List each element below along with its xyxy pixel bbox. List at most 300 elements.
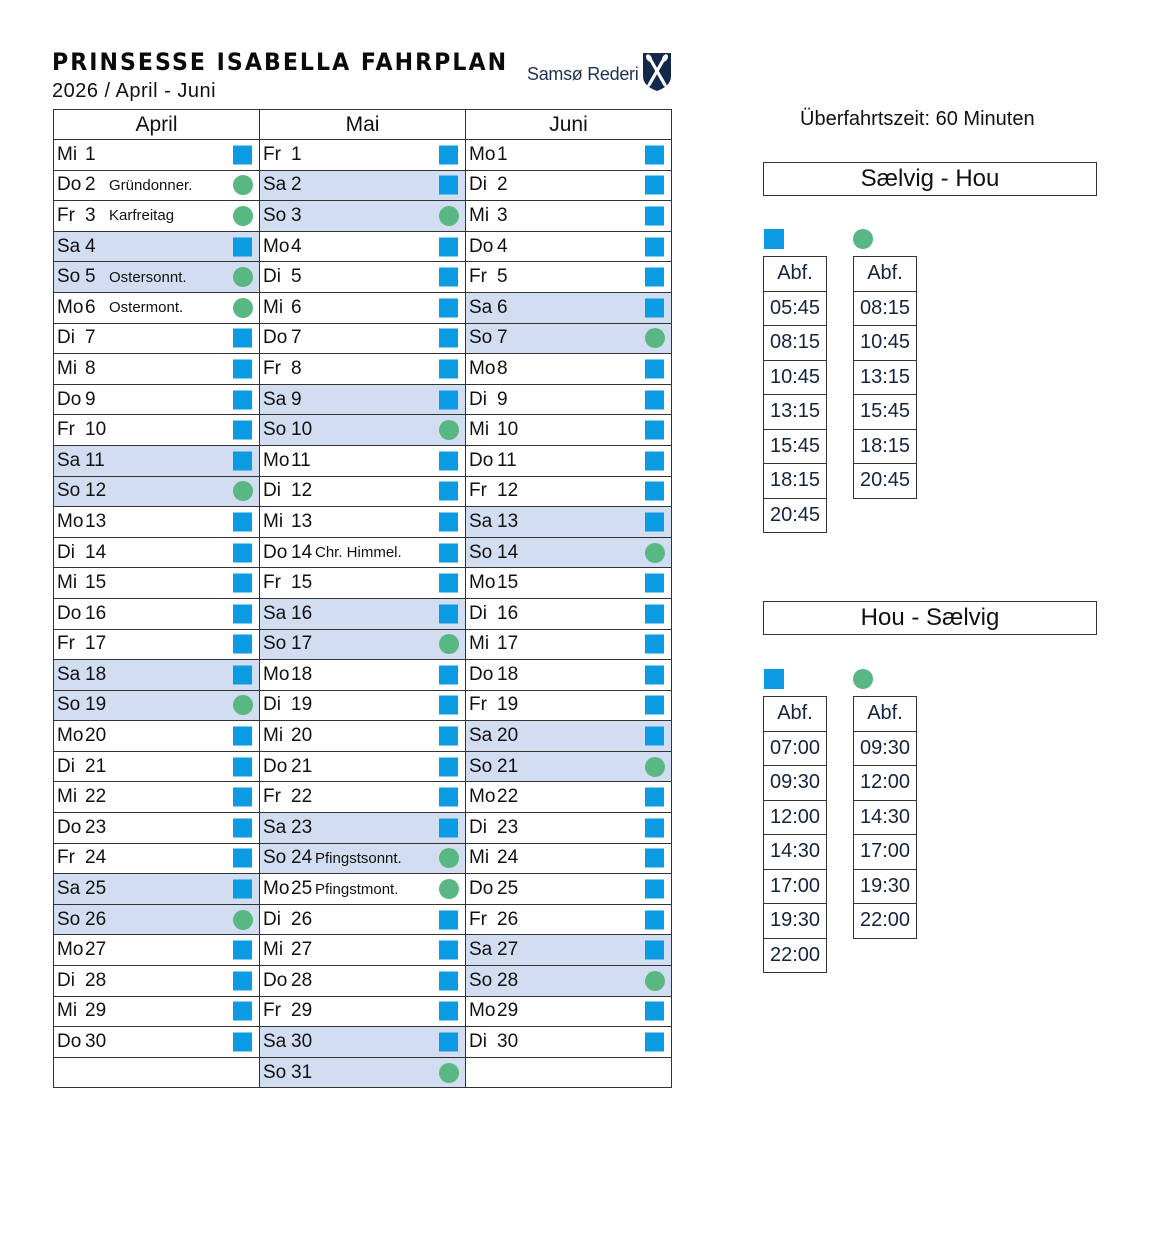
weekday-label: Di bbox=[57, 969, 75, 991]
weekday-label: Do bbox=[469, 878, 494, 900]
day-number: 22 bbox=[291, 786, 313, 808]
day-number: 26 bbox=[497, 908, 519, 930]
schedule-a-square-icon bbox=[439, 176, 458, 195]
day-cell bbox=[54, 966, 260, 997]
day-cell-content bbox=[54, 966, 259, 996]
timetable-header-row bbox=[764, 697, 827, 732]
day-cell bbox=[260, 537, 466, 568]
day-cell bbox=[466, 629, 672, 660]
day-number: 14 bbox=[291, 541, 313, 563]
schedule-a-square-icon bbox=[645, 268, 664, 287]
day-number: 7 bbox=[85, 327, 96, 349]
weekday-label: Fr bbox=[469, 266, 487, 288]
day-number: 8 bbox=[85, 357, 96, 379]
departure-row bbox=[854, 766, 917, 801]
day-number: 30 bbox=[291, 1031, 313, 1053]
day-number: 20 bbox=[291, 725, 313, 747]
day-cell-content bbox=[260, 691, 465, 721]
day-cell bbox=[466, 476, 672, 507]
day-cell bbox=[466, 813, 672, 844]
day-cell-content bbox=[260, 385, 465, 415]
day-cell bbox=[466, 935, 672, 966]
day-number: 5 bbox=[291, 266, 302, 288]
day-cell bbox=[54, 813, 260, 844]
day-cell-content bbox=[260, 752, 465, 782]
weekday-label: So bbox=[263, 204, 287, 226]
day-cell-content bbox=[260, 599, 465, 629]
schedule-a-square-icon bbox=[233, 451, 252, 470]
day-cell bbox=[54, 476, 260, 507]
day-number: 17 bbox=[85, 633, 107, 655]
day-cell bbox=[54, 598, 260, 629]
day-cell bbox=[54, 354, 260, 385]
day-number: 5 bbox=[497, 266, 508, 288]
departure-row bbox=[854, 291, 917, 326]
calendar-row bbox=[54, 354, 672, 385]
day-cell bbox=[260, 292, 466, 323]
departure-header: Abf. bbox=[854, 697, 917, 732]
day-cell-content bbox=[260, 874, 465, 904]
day-number: 4 bbox=[497, 235, 508, 257]
day-cell-content bbox=[260, 935, 465, 965]
departure-header: Abf. bbox=[854, 257, 917, 292]
day-cell-content bbox=[54, 721, 259, 751]
day-cell bbox=[466, 782, 672, 813]
schedule-a-legend-square-icon bbox=[764, 669, 784, 689]
departure-row bbox=[764, 395, 827, 430]
day-cell-content bbox=[466, 262, 671, 292]
day-cell-content bbox=[466, 201, 671, 231]
weekday-label: Di bbox=[263, 908, 281, 930]
departure-header: Abf. bbox=[764, 257, 827, 292]
schedule-a-square-icon bbox=[645, 390, 664, 409]
day-cell-content bbox=[466, 293, 671, 323]
day-cell-content bbox=[260, 140, 465, 170]
schedule-a-square-icon bbox=[233, 635, 252, 654]
day-cell-content bbox=[260, 262, 465, 292]
day-cell-content bbox=[466, 538, 671, 568]
day-cell bbox=[260, 721, 466, 752]
day-number: 5 bbox=[85, 266, 96, 288]
day-cell bbox=[260, 262, 466, 293]
day-number: 15 bbox=[85, 572, 107, 594]
day-number: 14 bbox=[85, 541, 107, 563]
calendar-row bbox=[54, 415, 672, 446]
departure-row bbox=[854, 835, 917, 870]
day-number: 4 bbox=[85, 235, 96, 257]
departure-row bbox=[764, 326, 827, 361]
day-number: 7 bbox=[291, 327, 302, 349]
day-cell-content bbox=[54, 630, 259, 660]
day-number: 10 bbox=[497, 419, 519, 441]
day-number: 1 bbox=[291, 143, 302, 165]
schedule-a-square-icon bbox=[233, 574, 252, 593]
day-cell bbox=[260, 751, 466, 782]
day-cell-content bbox=[260, 232, 465, 262]
day-cell-content bbox=[54, 813, 259, 843]
departure-row bbox=[764, 360, 827, 395]
day-cell bbox=[260, 996, 466, 1027]
day-cell-content bbox=[260, 905, 465, 935]
day-cell-content bbox=[260, 171, 465, 201]
day-number: 26 bbox=[85, 908, 107, 930]
day-number: 22 bbox=[85, 786, 107, 808]
day-number: 6 bbox=[291, 296, 302, 318]
day-cell-content bbox=[466, 507, 671, 537]
day-cell-content bbox=[54, 905, 259, 935]
day-cell bbox=[260, 782, 466, 813]
day-cell-content bbox=[54, 354, 259, 384]
day-cell-content bbox=[466, 752, 671, 782]
weekday-label: Fr bbox=[263, 572, 281, 594]
schedule-a-square-icon bbox=[439, 268, 458, 287]
day-cell bbox=[54, 721, 260, 752]
schedule-a-square-icon bbox=[233, 971, 252, 990]
schedule-b-circle-icon bbox=[439, 1063, 459, 1083]
day-number: 21 bbox=[291, 755, 313, 777]
weekday-label: Fr bbox=[469, 694, 487, 716]
weekday-label: Mo bbox=[263, 663, 290, 685]
day-cell-content bbox=[466, 171, 671, 201]
day-cell-content bbox=[466, 446, 671, 476]
timetable-hou-saelvig-a bbox=[763, 696, 827, 973]
calendar-row bbox=[54, 751, 672, 782]
holiday-note: Ostersonnt. bbox=[109, 268, 187, 286]
day-cell-content bbox=[260, 568, 465, 598]
day-cell-content bbox=[466, 1027, 671, 1057]
weekday-label: Mi bbox=[263, 296, 284, 318]
timetable-header-row bbox=[854, 257, 917, 292]
day-cell bbox=[260, 507, 466, 538]
schedule-b-circle-icon bbox=[645, 543, 665, 563]
schedule-a-square-icon bbox=[645, 665, 664, 684]
weekday-label: Di bbox=[469, 602, 487, 624]
departure-row bbox=[764, 429, 827, 464]
calendar-row bbox=[54, 721, 672, 752]
weekday-label: So bbox=[469, 969, 493, 991]
day-number: 3 bbox=[497, 204, 508, 226]
day-cell-content bbox=[260, 966, 465, 996]
schedule-a-square-icon bbox=[439, 757, 458, 776]
weekday-label: Sa bbox=[469, 510, 493, 532]
day-cell-content bbox=[466, 844, 671, 874]
day-number: 31 bbox=[291, 1061, 313, 1083]
timetable-saelvig-hou-b bbox=[853, 256, 917, 499]
departure-time: 15:45 bbox=[764, 429, 827, 464]
day-number: 12 bbox=[497, 480, 519, 502]
weekday-label: Sa bbox=[263, 1031, 287, 1053]
day-cell bbox=[54, 1027, 260, 1058]
weekday-label: Mi bbox=[263, 510, 284, 532]
calendar-row bbox=[54, 874, 672, 905]
weekday-label: Sa bbox=[469, 939, 493, 961]
day-number: 28 bbox=[497, 969, 519, 991]
weekday-label: Fr bbox=[263, 1000, 281, 1022]
schedule-a-square-icon bbox=[233, 421, 252, 440]
departure-row bbox=[854, 429, 917, 464]
day-cell-content bbox=[54, 599, 259, 629]
day-number: 18 bbox=[291, 663, 313, 685]
weekday-label: Mo bbox=[57, 939, 84, 961]
weekday-label: Do bbox=[263, 755, 288, 777]
day-cell-content bbox=[54, 477, 259, 507]
day-cell-content bbox=[466, 997, 671, 1027]
holiday-note: Karfreitag bbox=[109, 207, 175, 225]
day-cell bbox=[466, 843, 672, 874]
schedule-a-square-icon bbox=[645, 604, 664, 623]
weekday-label: Mo bbox=[469, 786, 496, 808]
day-number: 29 bbox=[497, 1000, 519, 1022]
day-cell-content bbox=[466, 599, 671, 629]
day-cell bbox=[54, 507, 260, 538]
schedule-a-square-icon bbox=[645, 910, 664, 929]
calendar-row bbox=[54, 384, 672, 415]
schedule-b-circle-icon bbox=[233, 175, 253, 195]
day-cell bbox=[260, 170, 466, 201]
schedule-a-square-icon bbox=[439, 727, 458, 746]
calendar-row bbox=[54, 660, 672, 691]
day-cell-content bbox=[54, 446, 259, 476]
day-cell bbox=[260, 1057, 466, 1088]
holiday-note: Pfingstsonnt. bbox=[315, 849, 402, 867]
schedule-a-square-icon bbox=[645, 421, 664, 440]
day-cell bbox=[54, 904, 260, 935]
weekday-label: Mi bbox=[57, 572, 78, 594]
day-cell bbox=[260, 231, 466, 262]
weekday-label: Sa bbox=[57, 235, 81, 257]
schedule-a-square-icon bbox=[233, 390, 252, 409]
day-number: 19 bbox=[291, 694, 313, 716]
day-cell bbox=[260, 843, 466, 874]
weekday-label: Di bbox=[263, 480, 281, 502]
schedule-a-square-icon bbox=[439, 604, 458, 623]
day-cell bbox=[466, 415, 672, 446]
schedule-a-square-icon bbox=[645, 1002, 664, 1021]
weekday-label: Sa bbox=[263, 388, 287, 410]
weekday-label: So bbox=[469, 541, 493, 563]
schedule-b-legend-circle-icon bbox=[853, 669, 873, 689]
weekday-label: Mo bbox=[263, 878, 290, 900]
day-cell bbox=[466, 537, 672, 568]
day-number: 24 bbox=[85, 847, 107, 869]
day-cell-content bbox=[260, 324, 465, 354]
departure-time: 14:30 bbox=[854, 800, 917, 835]
departure-time: 08:15 bbox=[764, 326, 827, 361]
day-number: 10 bbox=[291, 419, 313, 441]
calendar-row bbox=[54, 170, 672, 201]
day-number: 15 bbox=[291, 572, 313, 594]
day-number: 10 bbox=[85, 419, 107, 441]
day-cell-content bbox=[466, 721, 671, 751]
weekday-label: Mo bbox=[263, 235, 290, 257]
schedule-b-circle-icon bbox=[439, 420, 459, 440]
day-cell-content bbox=[54, 415, 259, 445]
day-cell bbox=[54, 445, 260, 476]
timetable-hou-saelvig-b bbox=[853, 696, 917, 939]
weekday-label: Mo bbox=[469, 572, 496, 594]
day-cell bbox=[466, 904, 672, 935]
schedule-a-square-icon bbox=[233, 543, 252, 562]
day-cell bbox=[466, 231, 672, 262]
day-cell-content bbox=[260, 446, 465, 476]
schedule-b-circle-icon bbox=[645, 328, 665, 348]
weekday-label: Fr bbox=[469, 908, 487, 930]
departure-time: 10:45 bbox=[764, 360, 827, 395]
day-cell bbox=[260, 354, 466, 385]
weekday-label: So bbox=[263, 419, 287, 441]
schedule-a-square-icon bbox=[233, 512, 252, 531]
day-cell bbox=[54, 292, 260, 323]
weekday-label: So bbox=[263, 1061, 287, 1083]
schedule-a-square-icon bbox=[439, 971, 458, 990]
departure-time: 05:45 bbox=[764, 291, 827, 326]
schedule-b-legend-circle-icon bbox=[853, 229, 873, 249]
day-cell bbox=[54, 629, 260, 660]
holiday-note: Pfingstmont. bbox=[315, 880, 399, 898]
schedule-a-square-icon bbox=[439, 1002, 458, 1021]
day-cell-content bbox=[54, 385, 259, 415]
day-cell-content bbox=[54, 935, 259, 965]
calendar-row bbox=[54, 537, 672, 568]
day-number: 19 bbox=[85, 694, 107, 716]
calendar-row bbox=[54, 813, 672, 844]
weekday-label: Do bbox=[263, 541, 288, 563]
day-number: 11 bbox=[291, 449, 311, 471]
schedule-a-square-icon bbox=[439, 482, 458, 501]
departure-time: 13:15 bbox=[854, 360, 917, 395]
day-number: 16 bbox=[85, 602, 107, 624]
schedule-a-square-icon bbox=[645, 206, 664, 225]
weekday-label: Di bbox=[469, 1031, 487, 1053]
day-cell bbox=[260, 966, 466, 997]
day-number: 12 bbox=[85, 480, 107, 502]
weekday-label: So bbox=[469, 327, 493, 349]
departure-header: Abf. bbox=[764, 697, 827, 732]
day-cell-content bbox=[260, 538, 465, 568]
day-number: 17 bbox=[291, 633, 313, 655]
calendar-row bbox=[54, 292, 672, 323]
day-number: 28 bbox=[291, 969, 313, 991]
schedule-a-square-icon bbox=[233, 1033, 252, 1052]
schedule-a-square-icon bbox=[233, 849, 252, 868]
departure-row bbox=[764, 800, 827, 835]
weekday-label: Sa bbox=[469, 296, 493, 318]
weekday-label: Mo bbox=[469, 357, 496, 379]
departure-time: 13:15 bbox=[764, 395, 827, 430]
weekday-label: Di bbox=[469, 816, 487, 838]
day-cell bbox=[260, 384, 466, 415]
day-number: 15 bbox=[497, 572, 519, 594]
day-cell-content bbox=[54, 568, 259, 598]
departure-row bbox=[764, 464, 827, 499]
shield-crossed-oars-icon bbox=[642, 52, 672, 97]
weekday-label: So bbox=[263, 847, 287, 869]
departure-time: 18:15 bbox=[764, 464, 827, 499]
schedule-a-square-icon bbox=[645, 145, 664, 164]
day-cell-content bbox=[466, 140, 671, 170]
weekday-label: Mi bbox=[263, 939, 284, 961]
day-cell bbox=[260, 415, 466, 446]
day-cell-content bbox=[54, 844, 259, 874]
day-cell bbox=[54, 140, 260, 171]
schedule-b-circle-icon bbox=[439, 206, 459, 226]
schedule-a-square-icon bbox=[439, 512, 458, 531]
day-number: 22 bbox=[497, 786, 519, 808]
schedule-a-square-icon bbox=[439, 451, 458, 470]
day-number: 23 bbox=[497, 816, 519, 838]
departure-row bbox=[764, 904, 827, 939]
route-title-hou-saelvig: Hou - Sælvig bbox=[763, 601, 1097, 635]
schedule-a-square-icon bbox=[645, 696, 664, 715]
schedule-a-square-icon bbox=[233, 880, 252, 899]
day-cell-content bbox=[260, 844, 465, 874]
day-cell-content bbox=[260, 507, 465, 537]
day-cell-content bbox=[54, 1027, 259, 1057]
day-cell bbox=[466, 690, 672, 721]
day-number: 16 bbox=[497, 602, 519, 624]
departure-row bbox=[764, 869, 827, 904]
departure-row bbox=[854, 395, 917, 430]
schedule-a-square-icon bbox=[233, 237, 252, 256]
departure-time: 09:30 bbox=[854, 731, 917, 766]
day-cell-content bbox=[260, 415, 465, 445]
day-number: 12 bbox=[291, 480, 313, 502]
departure-row bbox=[854, 904, 917, 939]
day-cell bbox=[260, 935, 466, 966]
schedule-a-square-icon bbox=[645, 849, 664, 868]
day-number: 24 bbox=[497, 847, 519, 869]
day-number: 21 bbox=[85, 755, 107, 777]
day-cell-content bbox=[54, 997, 259, 1027]
schedule-b-circle-icon bbox=[233, 298, 253, 318]
day-cell-content bbox=[260, 813, 465, 843]
day-number: 14 bbox=[497, 541, 519, 563]
weekday-label: So bbox=[57, 694, 81, 716]
day-cell bbox=[260, 904, 466, 935]
day-cell-content bbox=[466, 385, 671, 415]
day-number: 25 bbox=[291, 878, 313, 900]
day-cell bbox=[260, 629, 466, 660]
day-cell-content bbox=[260, 997, 465, 1027]
schedule-a-square-icon bbox=[645, 359, 664, 378]
day-cell-content bbox=[466, 232, 671, 262]
calendar-row bbox=[54, 598, 672, 629]
weekday-label: So bbox=[57, 480, 81, 502]
calendar-table bbox=[53, 109, 672, 1088]
day-cell bbox=[260, 1027, 466, 1058]
day-cell-content bbox=[54, 201, 259, 231]
day-cell-content bbox=[260, 782, 465, 812]
weekday-label: Do bbox=[57, 816, 82, 838]
day-cell bbox=[54, 996, 260, 1027]
departure-time: 17:00 bbox=[764, 869, 827, 904]
departure-time: 15:45 bbox=[854, 395, 917, 430]
day-cell bbox=[54, 262, 260, 293]
schedule-a-square-icon bbox=[439, 145, 458, 164]
schedule-a-square-icon bbox=[645, 176, 664, 195]
weekday-label: Mo bbox=[57, 510, 84, 532]
weekday-label: Sa bbox=[469, 725, 493, 747]
weekday-label: So bbox=[57, 266, 81, 288]
weekday-label: Mo bbox=[57, 296, 84, 318]
weekday-label: Fr bbox=[57, 419, 75, 441]
schedule-a-square-icon bbox=[439, 298, 458, 317]
day-cell-content bbox=[466, 660, 671, 690]
calendar-row bbox=[54, 996, 672, 1027]
timetable-saelvig-hou-a bbox=[763, 256, 827, 533]
day-number: 3 bbox=[85, 204, 96, 226]
holiday-note: Gründonner. bbox=[109, 176, 193, 194]
